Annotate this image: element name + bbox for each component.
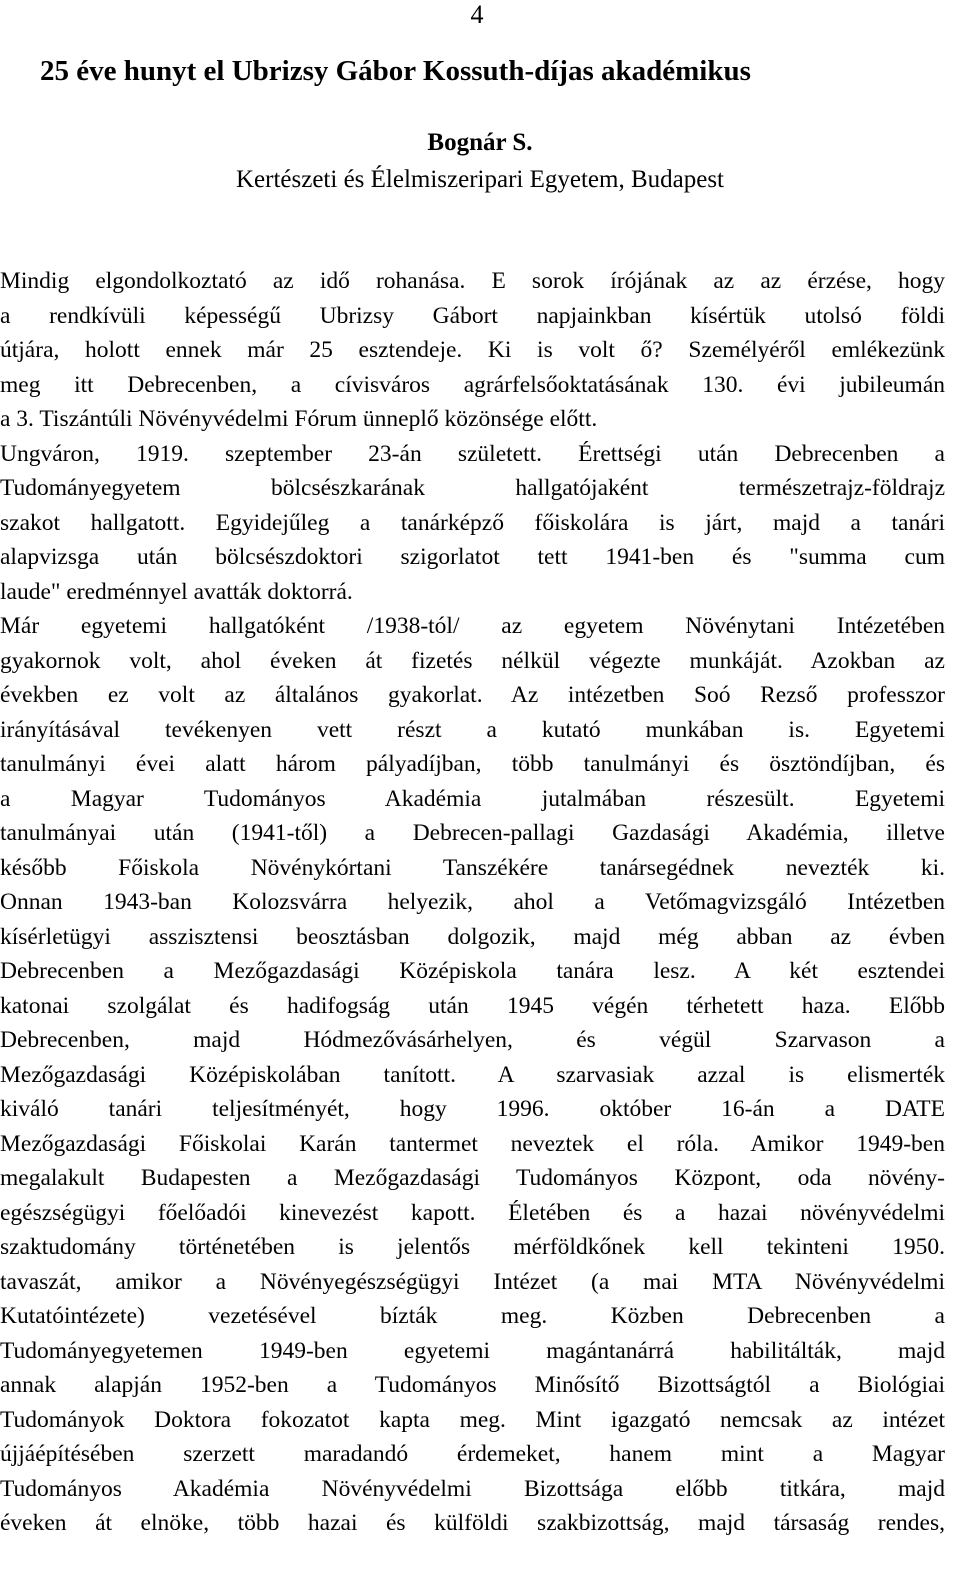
body-line: a Magyar Tudományos Akadémia jutalmában részesült. Egyetemi [0, 785, 945, 812]
body-line: kiváló tanári teljesítményét, hogy 1996. október 16-án a DATE [0, 1096, 945, 1122]
body-line: tanulmányi évei alatt három pályadíjban, több tanulmányi és ösztöndíjban, és [0, 751, 945, 777]
body-line: Onnan 1943-ban Kolozsvárra helyezik, ahol a Vetőmagvizsgáló Intézetben [0, 889, 945, 915]
body-line: Debrecenben a Mezőgazdasági Középiskola tanára lesz. A két esztendei [0, 958, 945, 984]
author-affiliation: Kertészeti és Élelmiszeripari Egyetem, Budapest [235, 166, 724, 193]
body-line: útjára, holott ennek már 25 esztendeje. Ki is volt ő? Személyéről emlékezünk [0, 337, 945, 363]
body-line: meg itt Debrecenben, a cívisváros agrárfelsőoktatásának 130. évi jubileumán [0, 371, 945, 398]
body-line: években ez volt az általános gyakorlat. Az intézetben Soó Rezső professzor [0, 682, 945, 708]
body-line: alapvizsga után bölcsészdoktori szigorlatot tett 1941-ben és "summa cum [0, 544, 945, 570]
body-line: szaktudomány történetében is jelentős mérföldkőnek kell tekinteni 1950. [0, 1234, 945, 1260]
body-line: katonai szolgálat és hadifogság után 1945 végén térhetett haza. Előbb [0, 992, 945, 1019]
author-name: Bognár S. [427, 129, 533, 156]
body-line: Tudományos Akadémia Növényvédelmi Bizottsága előbb titkára, majd [0, 1475, 945, 1502]
body-line: szakot hallgatott. Egyidejűleg a tanárképző főiskolára is járt, majd a tanári [0, 509, 945, 536]
body-line: kísérletügyi asszisztensi beosztásban dolgozik, majd még abban az évben [0, 923, 945, 950]
body-line: tanulmányai után (1941-től) a Debrecen-pallagi Gazdasági Akadémia, illetve [0, 820, 945, 846]
page-number: 4 [470, 0, 484, 29]
body-line: laude" eredménnyel avatták doktorrá. [0, 578, 353, 605]
body-line: éveken át elnöke, több hazai és külföldi szakbizottság, majd társaság rendes, [0, 1510, 945, 1536]
body-line: Tudományok Doktora fokozatot kapta meg. Mint igazgató nemcsak az intézet [0, 1406, 945, 1433]
body-line: Kutatóintézete) vezetésével bízták meg. Közben Debrecenben a [0, 1303, 945, 1329]
body-line: újjáépítésében szerzett maradandó érdemeket, hanem mint a Magyar [0, 1441, 945, 1467]
body-line: Ungváron, 1919. szeptember 23-án született. Érettségi után Debrecenben a [0, 440, 945, 467]
body-line: irányításával tevékenyen vett részt a kutató munkában is. Egyetemi [0, 716, 945, 743]
body-line: Mezőgazdasági Főiskolai Karán tantermet neveztek el róla. Amikor 1949-ben [0, 1130, 945, 1157]
body-line: Mezőgazdasági Középiskolában tanított. A szarvasiak azzal is elismerték [0, 1061, 945, 1088]
body-line: Már egyetemi hallgatóként /1938-tól/ az egyetem Növénytani Intézetében [0, 613, 945, 639]
body-line: Debrecenben, majd Hódmezővásárhelyen, és végül Szarvason a [0, 1027, 945, 1053]
body-line: gyakornok volt, ahol éveken át fizetés nélkül végezte munkáját. Azokban az [0, 647, 945, 674]
body-line: Tudományegyetemen 1949-ben egyetemi magántanárrá habilitálták, majd [0, 1337, 945, 1364]
body-line: a 3. Tiszántúli Növényvédelmi Fórum ünneplő közönsége előtt. [0, 406, 598, 432]
body-line: annak alapján 1952-ben a Tudományos Minősítő Bizottságtól a Biológiai [0, 1372, 945, 1398]
body-line: tavaszát, amikor a Növényegészségügyi Intézet (a mai MTA Növényvédelmi [0, 1268, 945, 1295]
body-line: egészségügyi főelőadói kinevezést kapott. Életében és a hazai növényvédelmi [0, 1199, 945, 1226]
body-line: a rendkívüli képességű Ubrizsy Gábort napjainkban kísértük utolsó földi [0, 302, 945, 329]
body-line: Tudományegyetem bölcsészkarának hallgatójaként természetrajz-földrajz [0, 475, 945, 501]
article-body [0, 264, 945, 1541]
body-line: később Főiskola Növénykórtani Tanszékére tanársegédnek nevezték ki. [0, 854, 945, 881]
article-title: 25 éve hunyt el Ubrizsy Gábor Kossuth-díjas akadémikus [40, 55, 751, 87]
body-line: Mindig elgondolkoztató az idő rohanása. E sorok írójának az az érzése, hogy [0, 268, 945, 294]
body-line: megalakult Budapesten a Mezőgazdasági Tudományos Központ, oda növény- [0, 1165, 945, 1191]
